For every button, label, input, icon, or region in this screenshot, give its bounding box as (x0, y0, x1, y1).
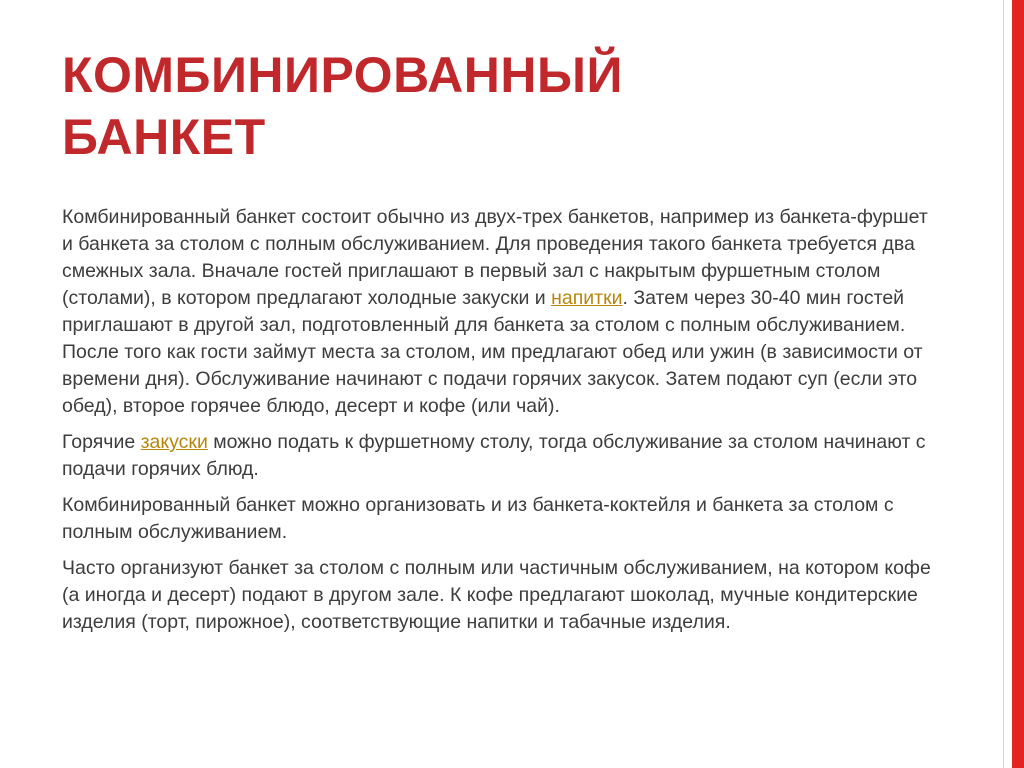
slide-title (62, 44, 862, 168)
paragraph-1-text-start: Комбинированный банкет состоит обычно из двух-трех банкетов, например из банкета-фуршет и банкета за столом с полным обслуживанием. Для проведения такого банкета требуется два смежных зала. Вначале гостей приглашают в первый зал с накрытым фуршетным столом (столами), в котором предлагают холодные закуски и (62, 206, 928, 309)
paragraph-1-text-end: . Затем через 30-40 мин гостей приглашают в другой зал, подготовленный для банкета за столом с полным обслуживанием. После того как гости займут места за столом, им предлагают обед или ужин (в зависимости от времени дня). Обслуживание начинают с подачи горячих закусок. Затем подают суп (если это обед), второе горячее блюдо, десерт и кофе (или чай). (62, 287, 923, 417)
appetizers-link[interactable]: закуски (140, 431, 208, 453)
paragraph-2-text-start: Горячие (62, 431, 141, 453)
slide-body (62, 204, 942, 645)
slide-title-line-1: КОМБИНИРОВАННЫЙ (62, 47, 623, 103)
slide-accent-bar (1012, 0, 1024, 768)
paragraph-2 (62, 429, 942, 483)
slide-divider-line (1003, 0, 1004, 768)
paragraph-4: Часто организуют банкет за столом с полным или частичным обслуживанием, на котором кофе (а иногда и десерт) подают в другом зале. К кофе предлагают шоколад, мучные кондитерские изделия (торт, пирожное), соответствующие напитки и табачные изделия. (62, 557, 931, 633)
paragraph-1 (62, 204, 942, 420)
paragraph-2-text-end: можно подать к фуршетному столу, тогда обслуживание за столом начинают с подачи горячих блюд. (62, 431, 926, 480)
paragraph-3: Комбинированный банкет можно организовать и из банкета-коктейля и банкета за столом с полным обслуживанием. (62, 494, 894, 543)
drinks-link[interactable]: напитки (551, 287, 623, 309)
slide-title-line-2: БАНКЕТ (62, 109, 266, 165)
